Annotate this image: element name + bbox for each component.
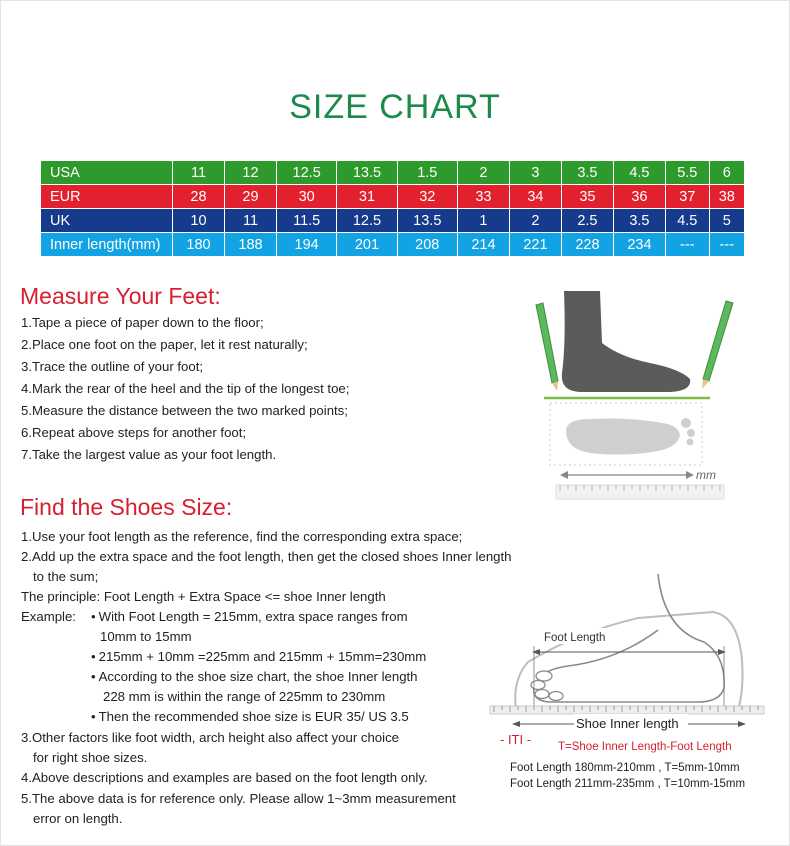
example-bullet-4: • Then the recommended shoe size is EUR 35/ US 3.5 [91, 707, 409, 727]
example-bullet-3-cont: 228 mm is within the range of 225mm to 230mm [103, 689, 386, 704]
t-formula: T=Shoe Inner Length-Foot Length [558, 741, 732, 753]
foot-measure-illustration [530, 283, 740, 503]
table-cell: 28 [173, 185, 225, 209]
shoe-inner-label: Shoe Inner length [576, 716, 679, 731]
example-bullet-2: • 215mm + 10mm =225mm and 215mm + 15mm=230mm [91, 647, 426, 667]
page-title: SIZE CHART [289, 88, 501, 126]
right-pencil-icon [702, 301, 733, 389]
table-cell: 5 [709, 209, 744, 233]
measure-heading: Measure Your Feet: [20, 283, 221, 309]
foot-side-icon [562, 291, 690, 392]
list-item: 5.Measure the distance between the two marked points; [21, 403, 348, 418]
left-pencil-icon [536, 303, 558, 391]
table-row [41, 161, 745, 185]
t-indicator: - ITI - [500, 732, 532, 747]
table-row [41, 233, 745, 257]
list-item: 4.Mark the rear of the heel and the tip of the longest toe; [21, 381, 350, 396]
mm-label: mm [696, 468, 716, 482]
find-line-2-cont: to the sum; [33, 569, 99, 584]
table-cell: 13.5 [397, 209, 457, 233]
table-cell: 12.5 [277, 161, 337, 185]
table-cell: --- [665, 233, 709, 257]
foot-length-label: Foot Length [544, 632, 606, 644]
table-cell: 11 [225, 209, 277, 233]
table-cell: 228 [561, 233, 613, 257]
table-cell: 2 [509, 209, 561, 233]
ruler [490, 706, 764, 714]
table-row [41, 209, 745, 233]
find-line-2: 2.Add up the extra space and the foot length, then get the closed shoes Inner length [21, 549, 512, 564]
table-cell: 37 [665, 185, 709, 209]
table-cell: 221 [509, 233, 561, 257]
list-item: 1.Tape a piece of paper down to the floor; [21, 315, 264, 330]
size-chart-table [40, 160, 745, 257]
table-cell: 30 [277, 185, 337, 209]
list-item: 7.Take the largest value as your foot length. [21, 447, 277, 462]
table-cell: 11.5 [277, 209, 337, 233]
table-cell: 38 [709, 185, 744, 209]
table-cell: 31 [337, 185, 397, 209]
table-cell: 3 [509, 161, 561, 185]
diagram-note-2: Foot Length 211mm-235mm , T=10mm-15mm [510, 778, 746, 790]
table-cell: 3.5 [613, 209, 665, 233]
table-cell: 34 [509, 185, 561, 209]
table-cell: 32 [397, 185, 457, 209]
shoe-inner-length-diagram [488, 570, 768, 760]
table-cell: 4.5 [665, 209, 709, 233]
list-item: 3.Trace the outline of your foot; [21, 359, 204, 374]
table-cell: 29 [225, 185, 277, 209]
row-label-eur: EUR [41, 185, 173, 209]
row-label-inner-length: Inner length(mm) [41, 233, 173, 257]
toes-icon [531, 671, 563, 701]
example-bullet-3: • According to the shoe size chart, the shoe Inner length [91, 667, 418, 687]
table-cell: 3.5 [561, 161, 613, 185]
row-label-usa: USA [41, 161, 173, 185]
example-bullet-1-cont: 10mm to 15mm [100, 629, 192, 644]
table-cell: 10 [173, 209, 225, 233]
row-label-uk: UK [41, 209, 173, 233]
example-bullet-1: • With Foot Length = 215mm, extra space ranges from [91, 607, 408, 627]
table-cell: 1.5 [397, 161, 457, 185]
list-item: 2.Place one foot on the paper, let it rest naturally; [21, 337, 308, 352]
measure-steps [21, 313, 349, 465]
table-cell: 11 [173, 161, 225, 185]
table-cell: 6 [709, 161, 744, 185]
table-cell: 2.5 [561, 209, 613, 233]
table-cell: 208 [397, 233, 457, 257]
table-cell: 2 [457, 161, 509, 185]
table-cell: 12 [225, 161, 277, 185]
find-line-1: 1.Use your foot length as the reference, find the corresponding extra space; [21, 529, 463, 544]
principle-text: The principle: Foot Length + Extra Space <= shoe Inner length [21, 589, 386, 604]
table-cell: 201 [337, 233, 397, 257]
table-row [41, 185, 745, 209]
footprint-icon [566, 419, 680, 455]
table-cell: 5.5 [665, 161, 709, 185]
table-cell: 4.5 [613, 161, 665, 185]
example-label: Example: [21, 609, 76, 624]
find-line-4: 4.Above descriptions and examples are based on the foot length only. [21, 770, 428, 785]
table-cell: 234 [613, 233, 665, 257]
table-cell: 1 [457, 209, 509, 233]
find-line-3-cont: for right shoe sizes. [33, 750, 148, 765]
table-cell: 188 [225, 233, 277, 257]
find-heading: Find the Shoes Size: [20, 494, 233, 520]
table-cell: 35 [561, 185, 613, 209]
table-cell: 180 [173, 233, 225, 257]
table-cell: 194 [277, 233, 337, 257]
table-cell: 13.5 [337, 161, 397, 185]
table-cell: 36 [613, 185, 665, 209]
list-item: 6.Repeat above steps for another foot; [21, 425, 247, 440]
find-line-5-cont: error on length. [33, 811, 123, 826]
table-cell: --- [709, 233, 744, 257]
diagram-note-1: Foot Length 180mm-210mm , T=5mm-10mm [510, 762, 740, 774]
table-cell: 12.5 [337, 209, 397, 233]
find-line-5: 5.The above data is for reference only. Please allow 1~3mm measurement [21, 791, 456, 806]
table-cell: 33 [457, 185, 509, 209]
table-cell: 214 [457, 233, 509, 257]
find-line-3: 3.Other factors like foot width, arch height also affect your choice [21, 730, 399, 745]
